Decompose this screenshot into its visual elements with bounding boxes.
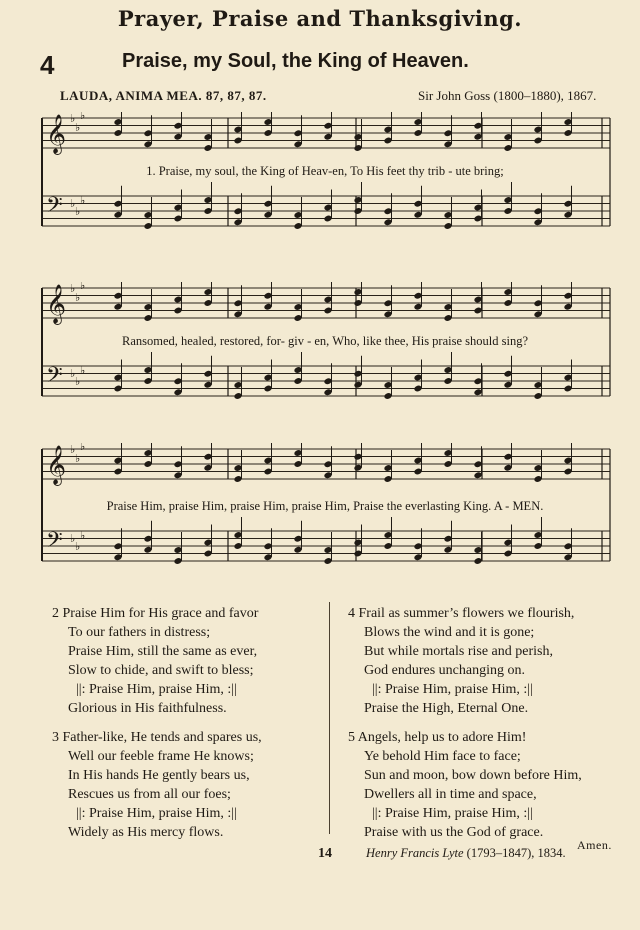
verse-line: Ye behold Him face to face; (364, 749, 521, 764)
verse-line: 3 Father-like, He tends and spares us, (52, 730, 262, 745)
verse-line: In His hands He gently bears us, (68, 768, 250, 783)
verse-line: 2 Praise Him for His grace and favor (52, 606, 259, 621)
author-dates: (1793–1847), 1834. (466, 846, 566, 860)
verse-line: Praise Him, still the same as ever, (68, 644, 258, 659)
author-name: Henry Francis Lyte (366, 846, 464, 860)
flat-icon: ♭ (80, 194, 86, 207)
author-credit (366, 846, 566, 861)
lyric-line-2: Ransomed, healed, restored, for- giv - en, Who, like thee, His praise should sing? (121, 334, 528, 348)
bass-clef-icon: 𝄢 (46, 363, 63, 393)
hymn-title: Praise, my Soul, the King of Heaven. (122, 50, 469, 72)
verse-4 (348, 604, 574, 718)
flat-icon: ♭ (70, 532, 76, 545)
treble-clef-icon: 𝄞 (46, 284, 67, 324)
flat-icon: ♭ (75, 121, 81, 134)
flat-icon: ♭ (70, 443, 76, 456)
flat-icon: ♭ (80, 364, 86, 377)
flat-icon: ♭ (80, 112, 86, 122)
verse-line: ||: Praise Him, praise Him, :|| (372, 682, 533, 697)
verse-line: 4 Frail as summer’s flowers we flourish, (348, 606, 575, 621)
column-divider (329, 602, 330, 834)
verse-line: But while mortals rise and perish, (364, 644, 553, 659)
verse-line: ||: Praise Him, praise Him, :|| (76, 682, 237, 697)
verse-line: Sun and moon, bow down before Him, (364, 768, 582, 783)
lyric-line-1: 1. Praise, my soul, the King of Heav-en, To His feet thy trib - ute bring; (146, 164, 504, 178)
verse-2 (52, 604, 258, 718)
amen-mark: Amen. (577, 838, 612, 852)
verse-line: ||: Praise Him, praise Him, :|| (76, 806, 237, 821)
music-system-3 (38, 443, 612, 583)
verse-line: 5 Angels, help us to adore Him! (348, 730, 527, 745)
flat-icon: ♭ (75, 291, 81, 304)
flat-icon: ♭ (80, 529, 86, 542)
flat-icon: ♭ (70, 282, 76, 295)
verse-line: Glorious in His faithfulness. (68, 701, 227, 716)
verse-line: Rescues us from all our foes; (68, 787, 231, 802)
verse-line: To our fathers in distress; (68, 625, 211, 640)
verse-line: ||: Praise Him, praise Him, :|| (372, 806, 533, 821)
verse-line: Blows the wind and it is gone; (364, 625, 535, 640)
composer-credit: Sir John Goss (1800–1880), 1867. (418, 88, 597, 103)
verse-3 (52, 728, 262, 842)
bass-clef-icon: 𝄢 (46, 528, 63, 558)
hymn-number: 4 (40, 50, 55, 80)
verse-line: God endures unchanging on. (364, 663, 525, 678)
verse-line: Dwellers all in time and space, (364, 787, 537, 802)
flat-icon: ♭ (75, 452, 81, 465)
staff-lines-2 (38, 282, 612, 417)
tune-name-line (60, 88, 267, 104)
verse-line: Slow to chide, and swift to bless; (68, 663, 254, 678)
verse-line: Praise with us the God of grace. (364, 825, 544, 840)
flat-icon: ♭ (80, 443, 86, 453)
flat-icon: ♭ (70, 367, 76, 380)
verse-line: Praise the High, Eternal One. (364, 701, 529, 716)
bass-clef-icon: 𝄢 (46, 193, 63, 223)
running-title: Prayer, Praise and Thanksgiving. (117, 6, 523, 31)
verse-5 (348, 728, 582, 842)
page-number: 14 (318, 846, 332, 861)
lyric-line-3: Praise Him, praise Him, praise Him, praise Him, Praise the everlasting King. A - MEN. (106, 499, 544, 513)
treble-clef-icon: 𝄞 (46, 445, 67, 485)
treble-clef-icon: 𝄞 (46, 114, 67, 154)
staff-lines-1 (38, 112, 612, 247)
meter: 87, 87, 87. (205, 88, 267, 103)
verse-line: Well our feeble frame He knows; (68, 749, 254, 764)
flat-icon: ♭ (80, 282, 86, 292)
music-system-1 (38, 112, 612, 247)
verse-line: Widely as His mercy flows. (68, 825, 224, 840)
music-system-2 (38, 282, 612, 417)
flat-icon: ♭ (75, 205, 81, 218)
tune-name: LAUDA, ANIMA MEA. (60, 88, 203, 103)
flat-icon: ♭ (70, 112, 76, 125)
flat-icon: ♭ (75, 375, 81, 388)
flat-icon: ♭ (70, 197, 76, 210)
flat-icon: ♭ (75, 540, 81, 553)
